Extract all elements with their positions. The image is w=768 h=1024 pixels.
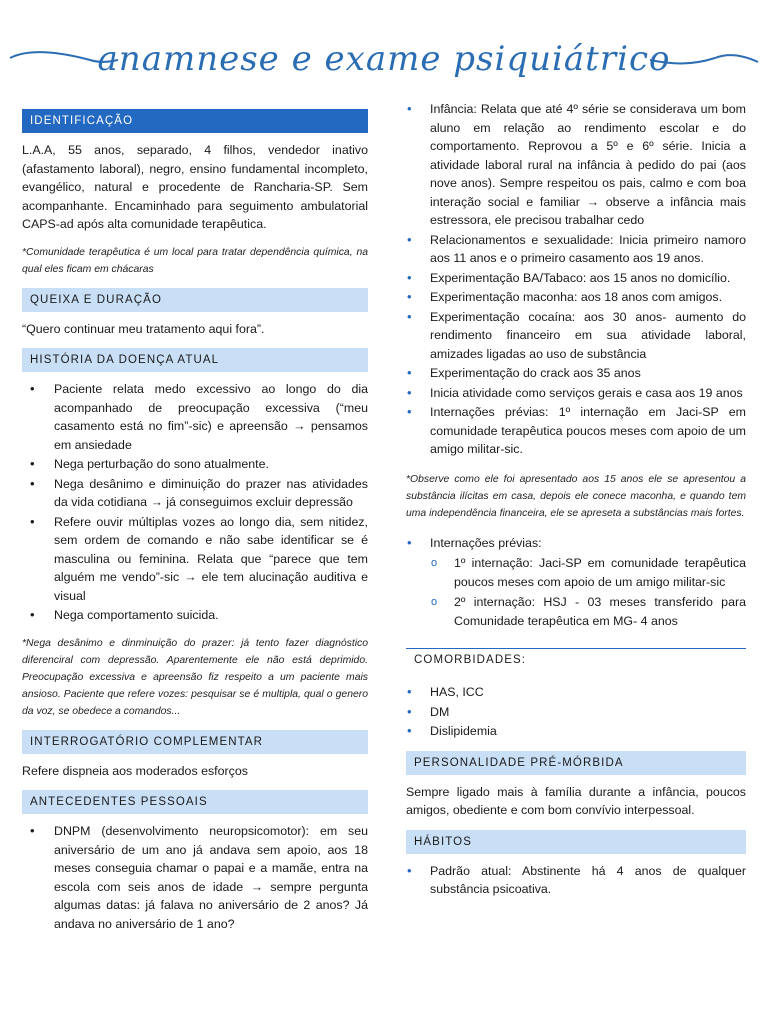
- list-item: • Infância: Relata que até 4º série se considerava um bom aluno em relação ao rendimento escolar e do comportamento. Reprovou a 5º e 6º série. Inicia a atividade laboral rural na infância à pedido do pai (aos nove anos). Sempre respeitou os pais, calmo e com boa interação social e familiar → observe a infância mais estressora, ele precisou trabalhar cedo: [406, 100, 746, 230]
- section-header-hda: HISTÓRIA DA DOENÇA ATUAL: [22, 348, 368, 372]
- section-header-queixa: QUEIXA E DURAÇÃO: [22, 288, 368, 312]
- list-item: • Nega desânimo e diminuição do prazer nas atividades da vida cotidiana → já conseguimos excluir depressão: [22, 475, 368, 512]
- sub-list-item: o 1º internação: Jaci-SP em comunidade terapêutica poucos meses com apoio de um amigo militar-sic: [430, 554, 746, 591]
- list-item: • DNPM (desenvolvimento neuropsicomotor): em seu aniversário de um ano já andava sem apoio, aos 18 meses conseguia chamar o papai e a mamãe, entra na escola com seis anos de idade → sempre pergunta algumas datas: já falava no aniversário de 2 anos? Já andava no aniversário de 1 ano?: [22, 822, 368, 933]
- list-item: • Inicia atividade como serviços gerais e casa aos 19 anos: [406, 384, 746, 403]
- antecedentes-list: [22, 822, 368, 933]
- list-item: • DM: [406, 703, 746, 722]
- list-item: • Experimentação do crack aos 35 anos: [406, 364, 746, 383]
- internacoes-list: [406, 534, 746, 631]
- comorbidades-list: [406, 683, 746, 741]
- title-banner: [0, 0, 768, 95]
- list-item: • Experimentação cocaína: aos 30 anos- aumento do rendimento financeiro em sua atividade laboral, amizades ligadas ao uso de substância: [406, 308, 746, 364]
- section-header-interrogatorio: INTERROGATÓRIO COMPLEMENTAR: [22, 730, 368, 754]
- page-title: anamnese e exame psiquiátrico: [97, 39, 671, 79]
- identificacao-text: L.A.A, 55 anos, separado, 4 filhos, vendedor inativo (afastamento laboral), negro, ensino fundamental incompleto, evangélico, natural e procedente de Rancharia-SP. Sem acompanhante. Encaminhado para seguimento ambulatorial CAPS-ad após alta comunidade terapêutica.: [22, 143, 368, 231]
- hda-list: [22, 380, 368, 625]
- list-item: [406, 534, 746, 631]
- right-column: [406, 100, 746, 900]
- section-header-personalidade: PERSONALIDADE PRÉ-MÓRBIDA: [406, 751, 746, 775]
- list-item: • Nega comportamento suicida.: [22, 606, 368, 625]
- section-header-identificacao: IDENTIFICAÇÃO: [22, 109, 368, 133]
- history-list: [406, 100, 746, 459]
- list-item: • Experimentação BA/Tabaco: aos 15 anos no domicílio.: [406, 269, 746, 288]
- section-header-habitos: HÁBITOS: [406, 830, 746, 854]
- left-column: [22, 105, 368, 934]
- list-item: • Experimentação maconha: aos 18 anos com amigos.: [406, 288, 746, 307]
- section-header-comorbidades: COMORBIDADES:: [406, 648, 746, 675]
- history-note: *Observe como ele foi apresentado aos 15 anos ele se apresentou a substância ilícitas em casa, depois ele conece maconha, e quando tem uma independência financeira, ele se apreseta a substâncias mais fortes.: [406, 473, 746, 519]
- identificacao-note: *Comunidade terapêutica é um local para tratar dependência química, na qual eles ficam em chácaras: [22, 246, 368, 275]
- habitos-list: [406, 862, 746, 899]
- list-item: • HAS, ICC: [406, 683, 746, 702]
- list-item: • Dislipidemia: [406, 722, 746, 741]
- internacoes-sublist: [430, 554, 746, 630]
- list-item: • Internações prévias: 1º internação em Jaci-SP em comunidade terapêutica poucos meses com apoio de um amigo militar-sic.: [406, 403, 746, 459]
- list-item: • Refere ouvir múltiplas vozes ao longo dia, sem nitidez, sem ordem de comando e não sabe identificar se é masculina ou feminina. Relata que “parece que tem alguém me vendo”-sic → ele tem alucinação auditiva e visual: [22, 513, 368, 606]
- sub-list-item: o 2º internação: HSJ - 03 meses transferido para Comunidade terapêutica em MG- 4 anos: [430, 593, 746, 630]
- queixa-text: “Quero continuar meu tratamento aqui fora”.: [22, 321, 265, 336]
- section-header-antecedentes: ANTECEDENTES PESSOAIS: [22, 790, 368, 814]
- interrogatorio-text: Refere dispneia aos moderados esforços: [22, 763, 248, 778]
- internacoes-label: Internações prévias:: [430, 535, 542, 550]
- list-item: • Nega perturbação do sono atualmente.: [22, 455, 368, 474]
- list-item: • Paciente relata medo excessivo ao longo do dia acompanhado de preocupação excessiva (“meu casamento está no fim”-sic) e apreensão → pensamos em ansiedade: [22, 380, 368, 454]
- hda-note: *Nega desânimo e dinminuição do prazer: já tento fazer diagnóstico diferenciral com depressão. Aparentemente ele não está deprimido. Preocupação excessiva e apreensão fiz respeito a um paciente mais ansioso. Paciente que refere vozes: pesquisar se é multipla, qual o genero da voz, se obedece a comandos...: [22, 637, 368, 717]
- list-item: • Padrão atual: Abstinente há 4 anos de qualquer substância psicoativa.: [406, 862, 746, 899]
- list-item: • Relacionamentos e sexualidade: Inicia primeiro namoro aos 11 anos e o primeiro casamento aos 19 anos.: [406, 231, 746, 268]
- personalidade-text: Sempre ligado mais à família durante a infância, poucos amigos, obediente e com bom convívio interpessoal.: [406, 784, 746, 817]
